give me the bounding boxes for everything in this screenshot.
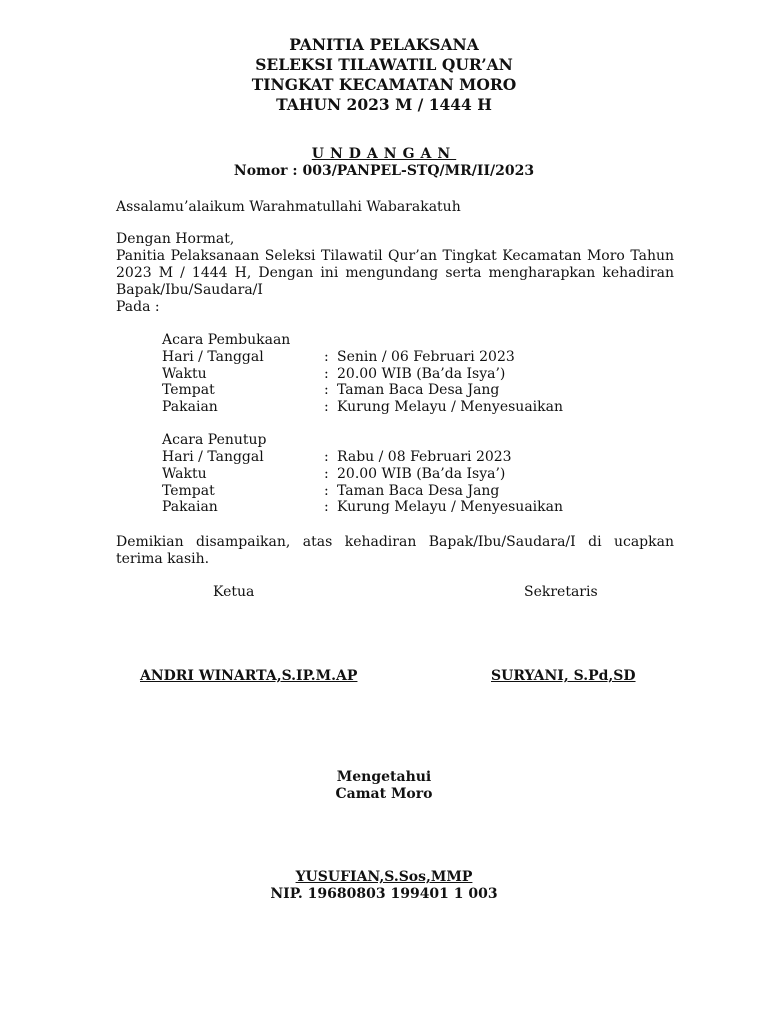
event-row-value: 20.00 WIB (Ba’da Isya’) [337, 366, 506, 382]
event-row-colon: : [324, 349, 329, 365]
sekretaris-name: SURYANI, S.Pd,SD [491, 668, 636, 684]
header-line-1: PANITIA PELAKSANA [289, 35, 479, 54]
body-paragraph: Panitia Pelaksanaan Seleksi Tilawatil Qur’an Tingkat Kecamatan Moro Tahun 2023 M / 1444 H, Dengan ini mengundang serta mengharapkan kehadiran Bapak/Ibu/Saudara/I [116, 248, 674, 298]
greeting: Assalamu’alaikum Warahmatullahi Wabarakatuh [116, 199, 461, 215]
pada-label: Pada : [116, 299, 160, 315]
event-row-colon: : [324, 499, 329, 515]
salutation: Dengan Hormat, [116, 231, 235, 247]
document-number: Nomor : 003/PANPEL-STQ/MR/II/2023 [233, 163, 535, 179]
event-row-colon: : [324, 366, 329, 382]
event-row-label: Waktu [162, 466, 207, 482]
document-title: UNDANGAN [311, 146, 457, 162]
event-row-label: Pakaian [162, 399, 218, 415]
camat-name: YUSUFIAN,S.Sos,MMP [295, 869, 473, 885]
event-row-label: Waktu [162, 366, 207, 382]
event-row-value: Rabu / 08 Februari 2023 [337, 449, 512, 465]
ketua-name: ANDRI WINARTA,S.IP.M.AP [140, 668, 358, 684]
header-line-3: TINGKAT KECAMATAN MORO [251, 75, 517, 94]
event-row-value: 20.00 WIB (Ba’da Isya’) [337, 466, 506, 482]
event-row-value: Taman Baca Desa Jang [337, 382, 500, 398]
event-row-label: Hari / Tanggal [162, 449, 264, 465]
header-line-4: TAHUN 2023 M / 1444 H [276, 95, 492, 114]
camat-title: Camat Moro [335, 786, 433, 802]
event-row-colon: : [324, 449, 329, 465]
event-title-opening: Acara Pembukaan [162, 332, 291, 348]
event-row-label: Pakaian [162, 499, 218, 515]
event-row-colon: : [324, 399, 329, 415]
event-row-label: Tempat [162, 483, 215, 499]
sekretaris-title: Sekretaris [524, 584, 598, 600]
event-row-label: Hari / Tanggal [162, 349, 264, 365]
camat-nip: NIP. 19680803 199401 1 003 [270, 886, 498, 902]
mengetahui-label: Mengetahui [336, 769, 432, 785]
event-row-label: Tempat [162, 382, 215, 398]
event-row-colon: : [324, 466, 329, 482]
event-row-colon: : [324, 382, 329, 398]
event-row-colon: : [324, 483, 329, 499]
event-row-value: Taman Baca Desa Jang [337, 483, 500, 499]
event-title-closing: Acara Penutup [162, 432, 267, 448]
event-row-value: Senin / 06 Februari 2023 [337, 349, 515, 365]
closing-paragraph: Demikian disampaikan, atas kehadiran Bapak/Ibu/Saudara/I di ucapkan terima kasih. [116, 534, 674, 567]
event-row-value: Kurung Melayu / Menyesuaikan [337, 399, 563, 415]
ketua-title: Ketua [213, 584, 255, 600]
document-title-wrap [0, 146, 768, 163]
event-row-value: Kurung Melayu / Menyesuaikan [337, 499, 563, 515]
header-line-2: SELEKSI TILAWATIL QUR’AN [255, 55, 513, 74]
